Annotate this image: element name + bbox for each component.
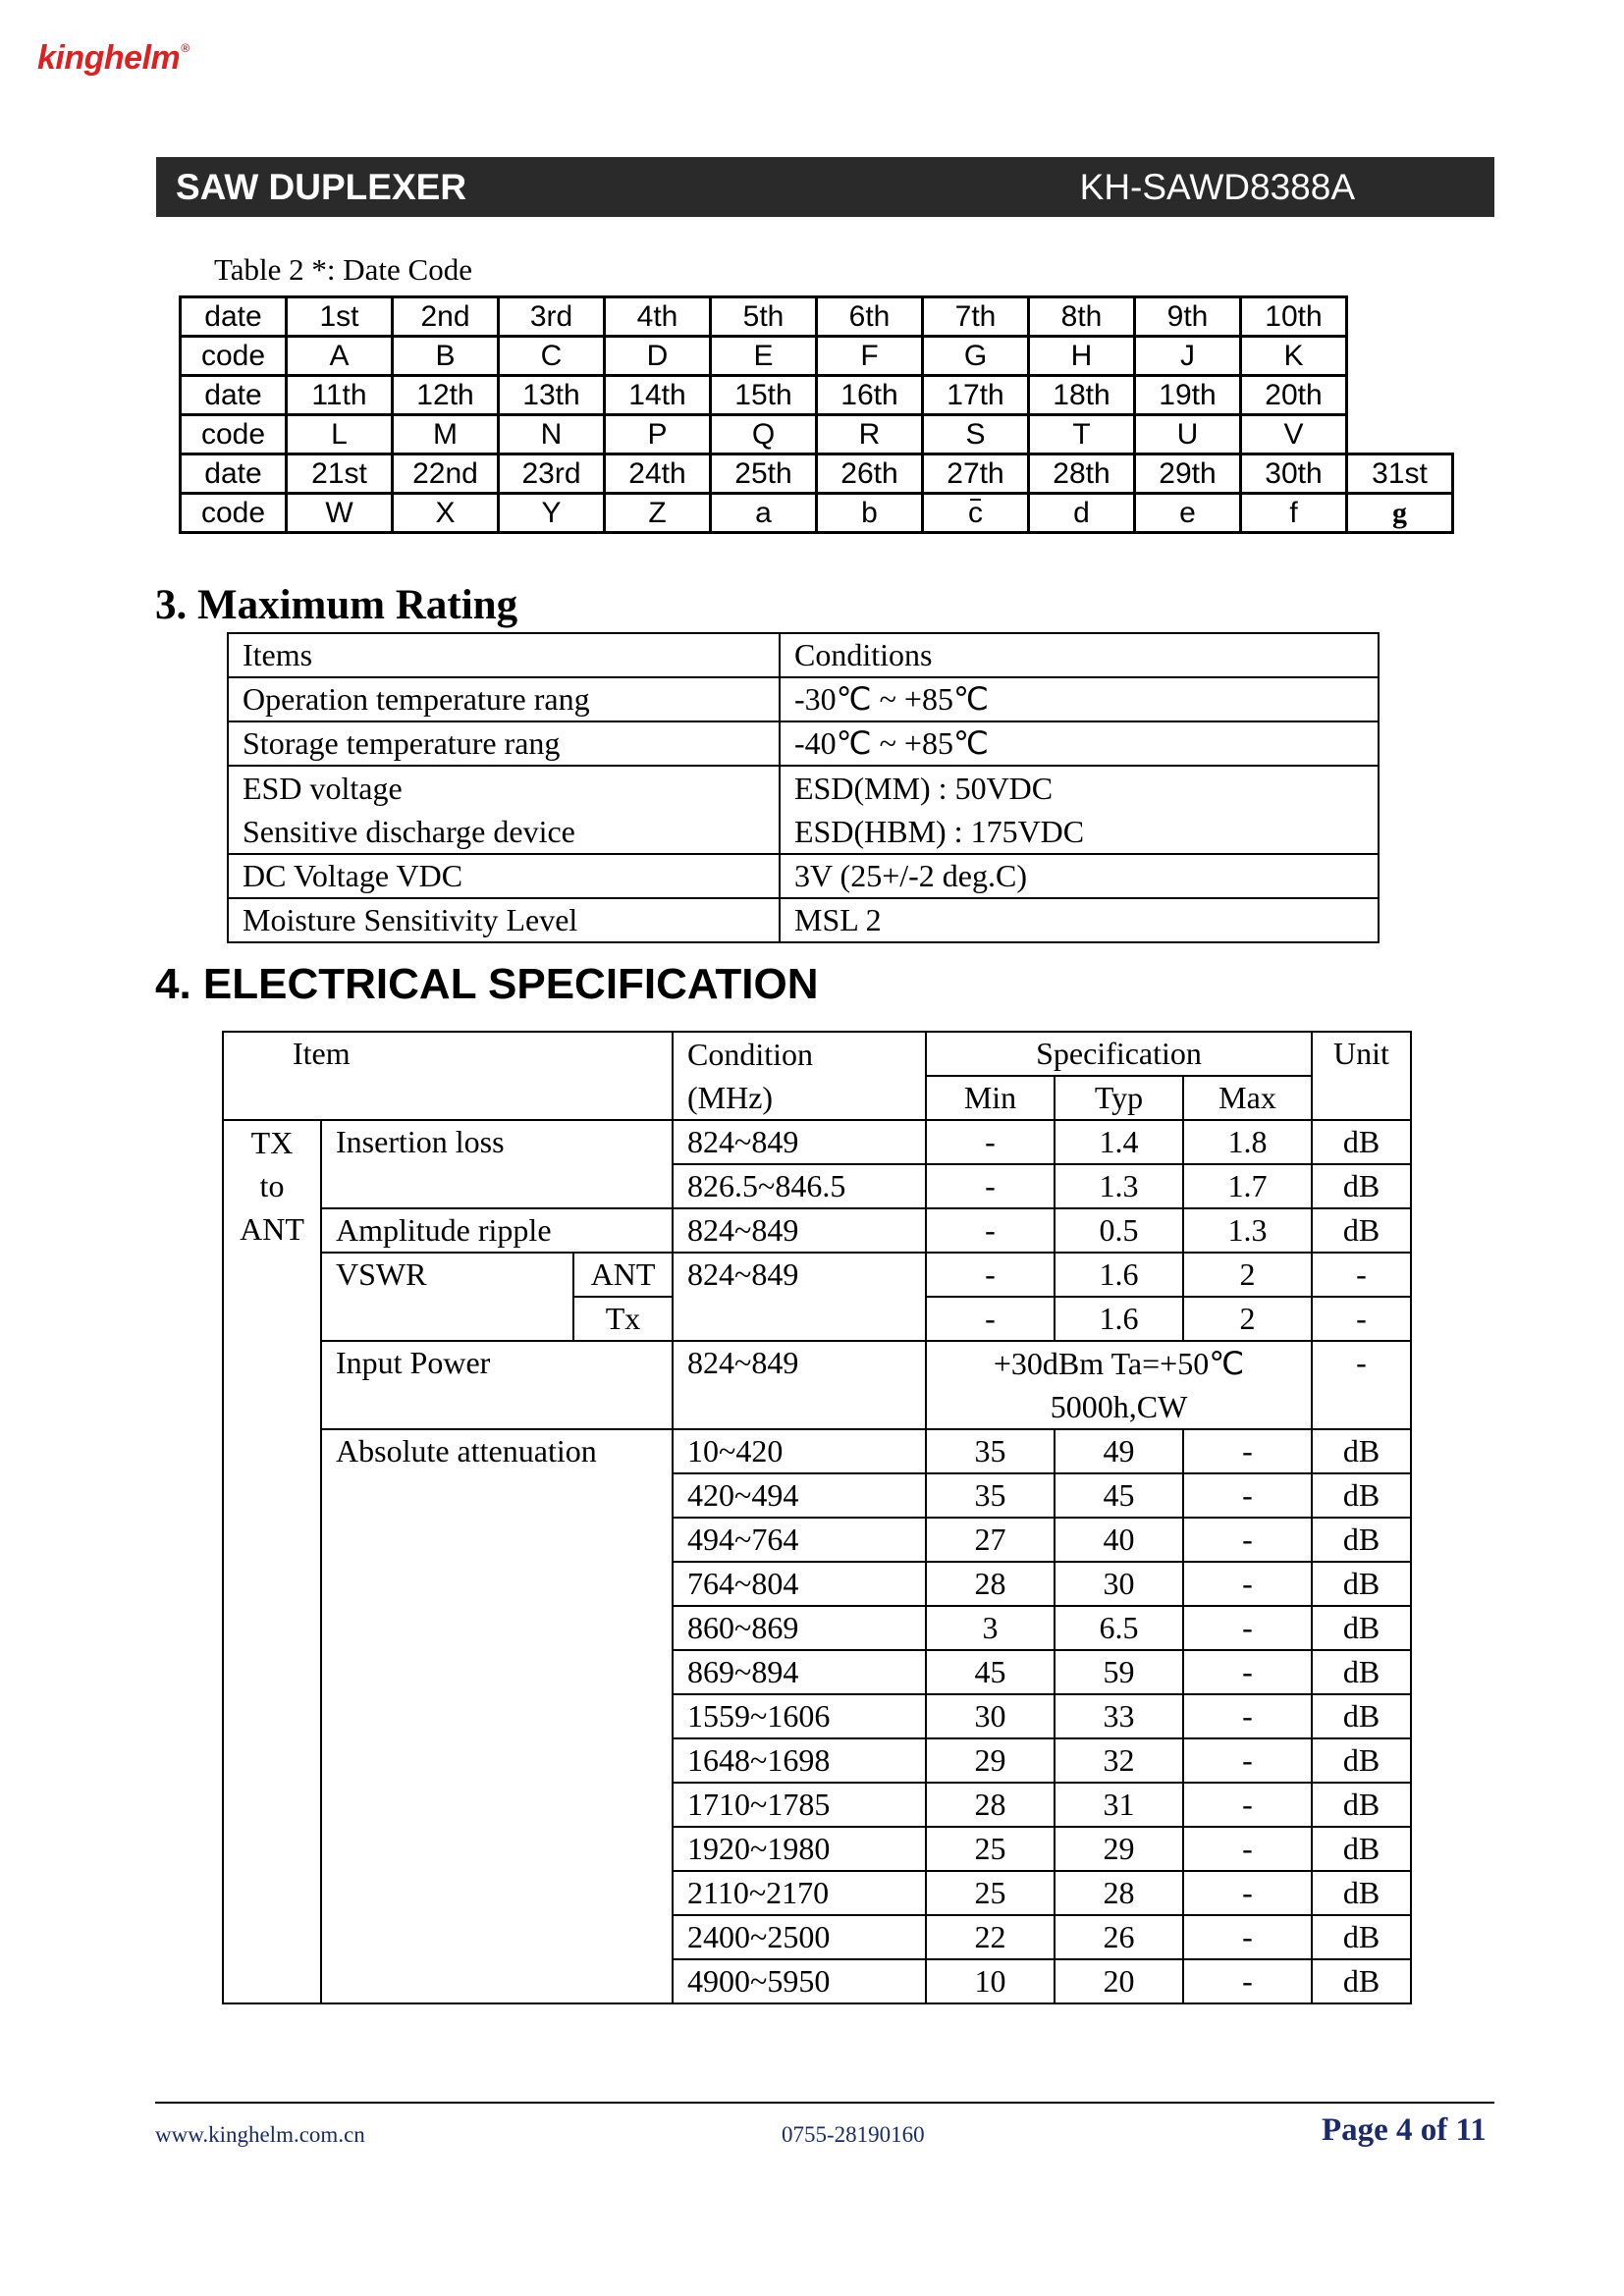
param-input-power: Input Power (321, 1341, 673, 1429)
group-label-line: ANT (240, 1211, 304, 1247)
condition-mhz: 494~764 (673, 1518, 926, 1562)
date-code-empty-cell (1347, 376, 1453, 415)
date-code-cell: X (393, 494, 499, 533)
spec-unit: dB (1312, 1120, 1411, 1164)
spec-unit: dB (1312, 1518, 1411, 1562)
spec-max: - (1183, 1518, 1312, 1562)
date-code-cell: L (287, 415, 393, 454)
spec-typ: 1.6 (1055, 1297, 1183, 1341)
date-code-row-label: date (181, 297, 287, 337)
column-header-specification: Specification (926, 1032, 1312, 1076)
date-code-cell: G (923, 337, 1029, 376)
date-code-row-label: date (181, 376, 287, 415)
condition-mhz: 826.5~846.5 (673, 1164, 926, 1208)
date-code-cell: 18th (1029, 376, 1135, 415)
spec-min: - (926, 1253, 1055, 1297)
date-code-cell: 24th (605, 454, 711, 494)
spec-min: 45 (926, 1650, 1055, 1694)
date-code-cell: N (499, 415, 605, 454)
rating-item: Operation temperature rang (228, 677, 780, 721)
spec-max: 2 (1183, 1253, 1312, 1297)
group-label-line: TX (250, 1125, 294, 1160)
vswr-port: ANT (573, 1253, 673, 1297)
spec-min: 10 (926, 1959, 1055, 2003)
table-row (228, 677, 1379, 721)
footer-divider (155, 2102, 1494, 2104)
rating-item (228, 766, 780, 854)
column-header-conditions: Conditions (780, 633, 1379, 677)
rating-item: Storage temperature rang (228, 721, 780, 766)
column-header-items: Items (228, 633, 780, 677)
date-code-cell (923, 494, 1029, 533)
spec-unit: dB (1312, 1473, 1411, 1518)
table-row (228, 633, 1379, 677)
spec-max: - (1183, 1650, 1312, 1694)
condition-mhz: 2400~2500 (673, 1915, 926, 1959)
date-code-cell: 5th (711, 297, 817, 337)
rating-item-line: ESD voltage (243, 771, 403, 806)
column-header-condition (673, 1032, 926, 1120)
rating-item: DC Voltage VDC (228, 854, 780, 898)
date-code-cell: 10th (1241, 297, 1347, 337)
date-code-cell: 29th (1135, 454, 1241, 494)
footer-phone: 0755-28190160 (782, 2122, 925, 2147)
footer-website-link[interactable]: www.kinghelm.com.cn (155, 2122, 365, 2147)
date-code-cell: 9th (1135, 297, 1241, 337)
logo-text: kinghelm (37, 39, 181, 77)
table-header-row (223, 1032, 1411, 1076)
condition-mhz: 824~849 (673, 1341, 926, 1429)
date-code-cell: 15th (711, 376, 817, 415)
date-code-cell: A (287, 337, 393, 376)
date-code-cell: K (1241, 337, 1347, 376)
condition-mhz: 1648~1698 (673, 1738, 926, 1783)
spec-typ: 59 (1055, 1650, 1183, 1694)
spec-max: - (1183, 1959, 1312, 2003)
spec-max: - (1183, 1562, 1312, 1606)
condition-mhz: 824~849 (673, 1253, 926, 1341)
spec-typ: 30 (1055, 1562, 1183, 1606)
rating-condition: -40℃ ~ +85℃ (780, 721, 1379, 766)
spec-max: - (1183, 1694, 1312, 1738)
spec-typ: 1.6 (1055, 1253, 1183, 1297)
part-number: KH-SAWD8388A (1079, 167, 1355, 207)
spec-typ: 0.5 (1055, 1208, 1183, 1253)
date-code-empty-cell (1347, 415, 1453, 454)
date-code-cell: 23rd (499, 454, 605, 494)
date-code-row (181, 415, 1453, 454)
spec-max: - (1183, 1429, 1312, 1473)
spec-max: - (1183, 1738, 1312, 1783)
input-power-spec (926, 1341, 1312, 1429)
electrical-specification-heading: 4. ELECTRICAL SPECIFICATION (155, 960, 819, 1008)
document-header-bar (156, 157, 1494, 217)
date-code-cell: C (499, 337, 605, 376)
spec-unit: - (1312, 1297, 1411, 1341)
table-row (223, 1253, 1411, 1297)
date-code-cell: 4th (605, 297, 711, 337)
date-code-table (179, 295, 1454, 534)
spec-max: 1.8 (1183, 1120, 1312, 1164)
date-code-cell: 1st (287, 297, 393, 337)
date-code-empty-cell (1347, 297, 1453, 337)
spec-typ: 33 (1055, 1694, 1183, 1738)
condition-mhz: 420~494 (673, 1473, 926, 1518)
date-code-cell: 16th (817, 376, 923, 415)
maximum-rating-table (227, 632, 1380, 943)
param-insertion-loss: Insertion loss (321, 1120, 673, 1208)
rating-item: Moisture Sensitivity Level (228, 898, 780, 942)
spec-unit: dB (1312, 1827, 1411, 1871)
date-code-cell: 6th (817, 297, 923, 337)
spec-max: - (1183, 1473, 1312, 1518)
condition-label: Condition (687, 1037, 814, 1072)
spec-unit: dB (1312, 1871, 1411, 1915)
spec-max: - (1183, 1827, 1312, 1871)
date-code-cell: T (1029, 415, 1135, 454)
condition-mhz: 2110~2170 (673, 1871, 926, 1915)
date-code-cell: 14th (605, 376, 711, 415)
spec-min: - (926, 1208, 1055, 1253)
spec-unit: dB (1312, 1208, 1411, 1253)
spec-unit: dB (1312, 1164, 1411, 1208)
spec-unit: - (1312, 1341, 1411, 1429)
date-code-cell: V (1241, 415, 1347, 454)
spec-min: - (926, 1120, 1055, 1164)
table-row (223, 1120, 1411, 1164)
param-amplitude-ripple: Amplitude ripple (321, 1208, 673, 1253)
date-code-cell: B (393, 337, 499, 376)
spec-min: 3 (926, 1606, 1055, 1650)
spec-typ: 6.5 (1055, 1606, 1183, 1650)
date-code-cell: F (817, 337, 923, 376)
date-code-row (181, 454, 1453, 494)
input-power-spec-line: +30dBm Ta=+50℃ (993, 1346, 1245, 1381)
column-header-max: Max (1183, 1076, 1312, 1120)
spec-typ: 1.4 (1055, 1120, 1183, 1164)
spec-min: 29 (926, 1738, 1055, 1783)
column-header-item: Item (223, 1032, 673, 1120)
spec-unit: dB (1312, 1429, 1411, 1473)
spec-unit: dB (1312, 1783, 1411, 1827)
date-code-cell: 31st (1347, 454, 1453, 494)
condition-unit: (MHz) (687, 1080, 774, 1115)
table-row (228, 898, 1379, 942)
date-code-row (181, 297, 1453, 337)
spec-max: - (1183, 1783, 1312, 1827)
date-code-cell: Y (499, 494, 605, 533)
date-code-cell: 13th (499, 376, 605, 415)
date-code-cell: 21st (287, 454, 393, 494)
table-row (223, 1429, 1411, 1473)
spec-min: 28 (926, 1783, 1055, 1827)
date-code-cell: 28th (1029, 454, 1135, 494)
date-code-row-label: code (181, 337, 287, 376)
group-label-line: to (259, 1168, 285, 1203)
column-header-typ: Typ (1055, 1076, 1183, 1120)
date-code-cell: S (923, 415, 1029, 454)
vswr-port: Tx (573, 1297, 673, 1341)
param-vswr: VSWR (321, 1253, 573, 1341)
date-code-cell: b (817, 494, 923, 533)
date-code-cell: 12th (393, 376, 499, 415)
kinghelm-logo (37, 39, 189, 78)
logo-registered-mark: ® (181, 41, 189, 55)
condition-mhz: 1710~1785 (673, 1783, 926, 1827)
date-code-cell: 8th (1029, 297, 1135, 337)
condition-mhz: 4900~5950 (673, 1959, 926, 2003)
date-code-cell: a (711, 494, 817, 533)
date-code-empty-cell (1347, 337, 1453, 376)
spec-max: - (1183, 1606, 1312, 1650)
spec-max: - (1183, 1871, 1312, 1915)
table-row (228, 854, 1379, 898)
column-header-unit: Unit (1312, 1032, 1411, 1120)
spec-min: 25 (926, 1827, 1055, 1871)
date-code-cell: 2nd (393, 297, 499, 337)
group-label-tx-to-ant (223, 1120, 321, 2003)
date-code-cell: Q (711, 415, 817, 454)
table-row (228, 766, 1379, 854)
spec-unit: - (1312, 1253, 1411, 1297)
rating-condition: MSL 2 (780, 898, 1379, 942)
spec-unit: dB (1312, 1959, 1411, 2003)
date-code-cell: U (1135, 415, 1241, 454)
condition-mhz: 764~804 (673, 1562, 926, 1606)
date-code-cell: 11th (287, 376, 393, 415)
date-code-cell: M (393, 415, 499, 454)
date-code-row (181, 376, 1453, 415)
date-code-cell: 7th (923, 297, 1029, 337)
date-code-cell: 20th (1241, 376, 1347, 415)
date-code-cell: E (711, 337, 817, 376)
spec-min: - (926, 1297, 1055, 1341)
rating-condition: -30℃ ~ +85℃ (780, 677, 1379, 721)
spec-typ: 1.3 (1055, 1164, 1183, 1208)
spec-typ: 40 (1055, 1518, 1183, 1562)
spec-typ: 49 (1055, 1429, 1183, 1473)
table-row (223, 1208, 1411, 1253)
date-code-row-label: date (181, 454, 287, 494)
rating-condition-line: ESD(HBM) : 175VDC (794, 814, 1085, 849)
spec-max: 1.7 (1183, 1164, 1312, 1208)
spec-typ: 26 (1055, 1915, 1183, 1959)
date-code-overlined-letter: c (968, 497, 983, 529)
date-code-cell: f (1241, 494, 1347, 533)
spec-typ: 29 (1055, 1827, 1183, 1871)
spec-typ: 28 (1055, 1871, 1183, 1915)
spec-min: 27 (926, 1518, 1055, 1562)
rating-condition-line: ESD(MM) : 50VDC (794, 771, 1054, 806)
date-code-cell: P (605, 415, 711, 454)
spec-min: - (926, 1164, 1055, 1208)
date-code-cell: 19th (1135, 376, 1241, 415)
spec-min: 35 (926, 1429, 1055, 1473)
rating-condition (780, 766, 1379, 854)
spec-max: 1.3 (1183, 1208, 1312, 1253)
spec-typ: 32 (1055, 1738, 1183, 1783)
condition-mhz: 10~420 (673, 1429, 926, 1473)
page-number: Page 4 of 11 (1322, 2112, 1487, 2148)
date-code-cell: 30th (1241, 454, 1347, 494)
spec-typ: 31 (1055, 1783, 1183, 1827)
condition-mhz: 824~849 (673, 1120, 926, 1164)
date-code-cell: H (1029, 337, 1135, 376)
spec-min: 25 (926, 1871, 1055, 1915)
product-category: SAW DUPLEXER (176, 167, 467, 207)
spec-min: 22 (926, 1915, 1055, 1959)
spec-unit: dB (1312, 1694, 1411, 1738)
spec-unit: dB (1312, 1606, 1411, 1650)
spec-typ: 20 (1055, 1959, 1183, 2003)
condition-mhz: 1559~1606 (673, 1694, 926, 1738)
date-code-cell: D (605, 337, 711, 376)
column-header-min: Min (926, 1076, 1055, 1120)
date-code-row-label: code (181, 415, 287, 454)
date-code-cell: 3rd (499, 297, 605, 337)
spec-min: 28 (926, 1562, 1055, 1606)
spec-max: 2 (1183, 1297, 1312, 1341)
spec-unit: dB (1312, 1915, 1411, 1959)
date-code-cell: 25th (711, 454, 817, 494)
date-code-row-label: code (181, 494, 287, 533)
spec-unit: dB (1312, 1562, 1411, 1606)
spec-unit: dB (1312, 1650, 1411, 1694)
rating-item-line: Sensitive discharge device (243, 814, 575, 849)
condition-mhz: 860~869 (673, 1606, 926, 1650)
date-code-cell: R (817, 415, 923, 454)
spec-min: 30 (926, 1694, 1055, 1738)
date-code-cell: 27th (923, 454, 1029, 494)
condition-mhz: 824~849 (673, 1208, 926, 1253)
date-code-row (181, 494, 1453, 533)
date-code-cell: Z (605, 494, 711, 533)
date-code-cell: W (287, 494, 393, 533)
date-code-cell: 22nd (393, 454, 499, 494)
condition-mhz: 1920~1980 (673, 1827, 926, 1871)
condition-mhz: 869~894 (673, 1650, 926, 1694)
spec-max: - (1183, 1915, 1312, 1959)
table-row (228, 721, 1379, 766)
input-power-spec-line: 5000h,CW (1050, 1389, 1188, 1424)
date-code-table-caption: Table 2 *: Date Code (214, 252, 472, 287)
date-code-cell: e (1135, 494, 1241, 533)
date-code-cell: 17th (923, 376, 1029, 415)
spec-unit: dB (1312, 1738, 1411, 1783)
date-code-row (181, 337, 1453, 376)
param-absolute-attenuation: Absolute attenuation (321, 1429, 673, 2003)
date-code-cell: J (1135, 337, 1241, 376)
rating-condition: 3V (25+/-2 deg.C) (780, 854, 1379, 898)
spec-min: 35 (926, 1473, 1055, 1518)
date-code-cell: d (1029, 494, 1135, 533)
spec-typ: 45 (1055, 1473, 1183, 1518)
electrical-specification-table (222, 1031, 1412, 2004)
date-code-cell: 26th (817, 454, 923, 494)
date-code-cell: g (1347, 494, 1453, 533)
maximum-rating-heading: 3. Maximum Rating (155, 582, 518, 628)
